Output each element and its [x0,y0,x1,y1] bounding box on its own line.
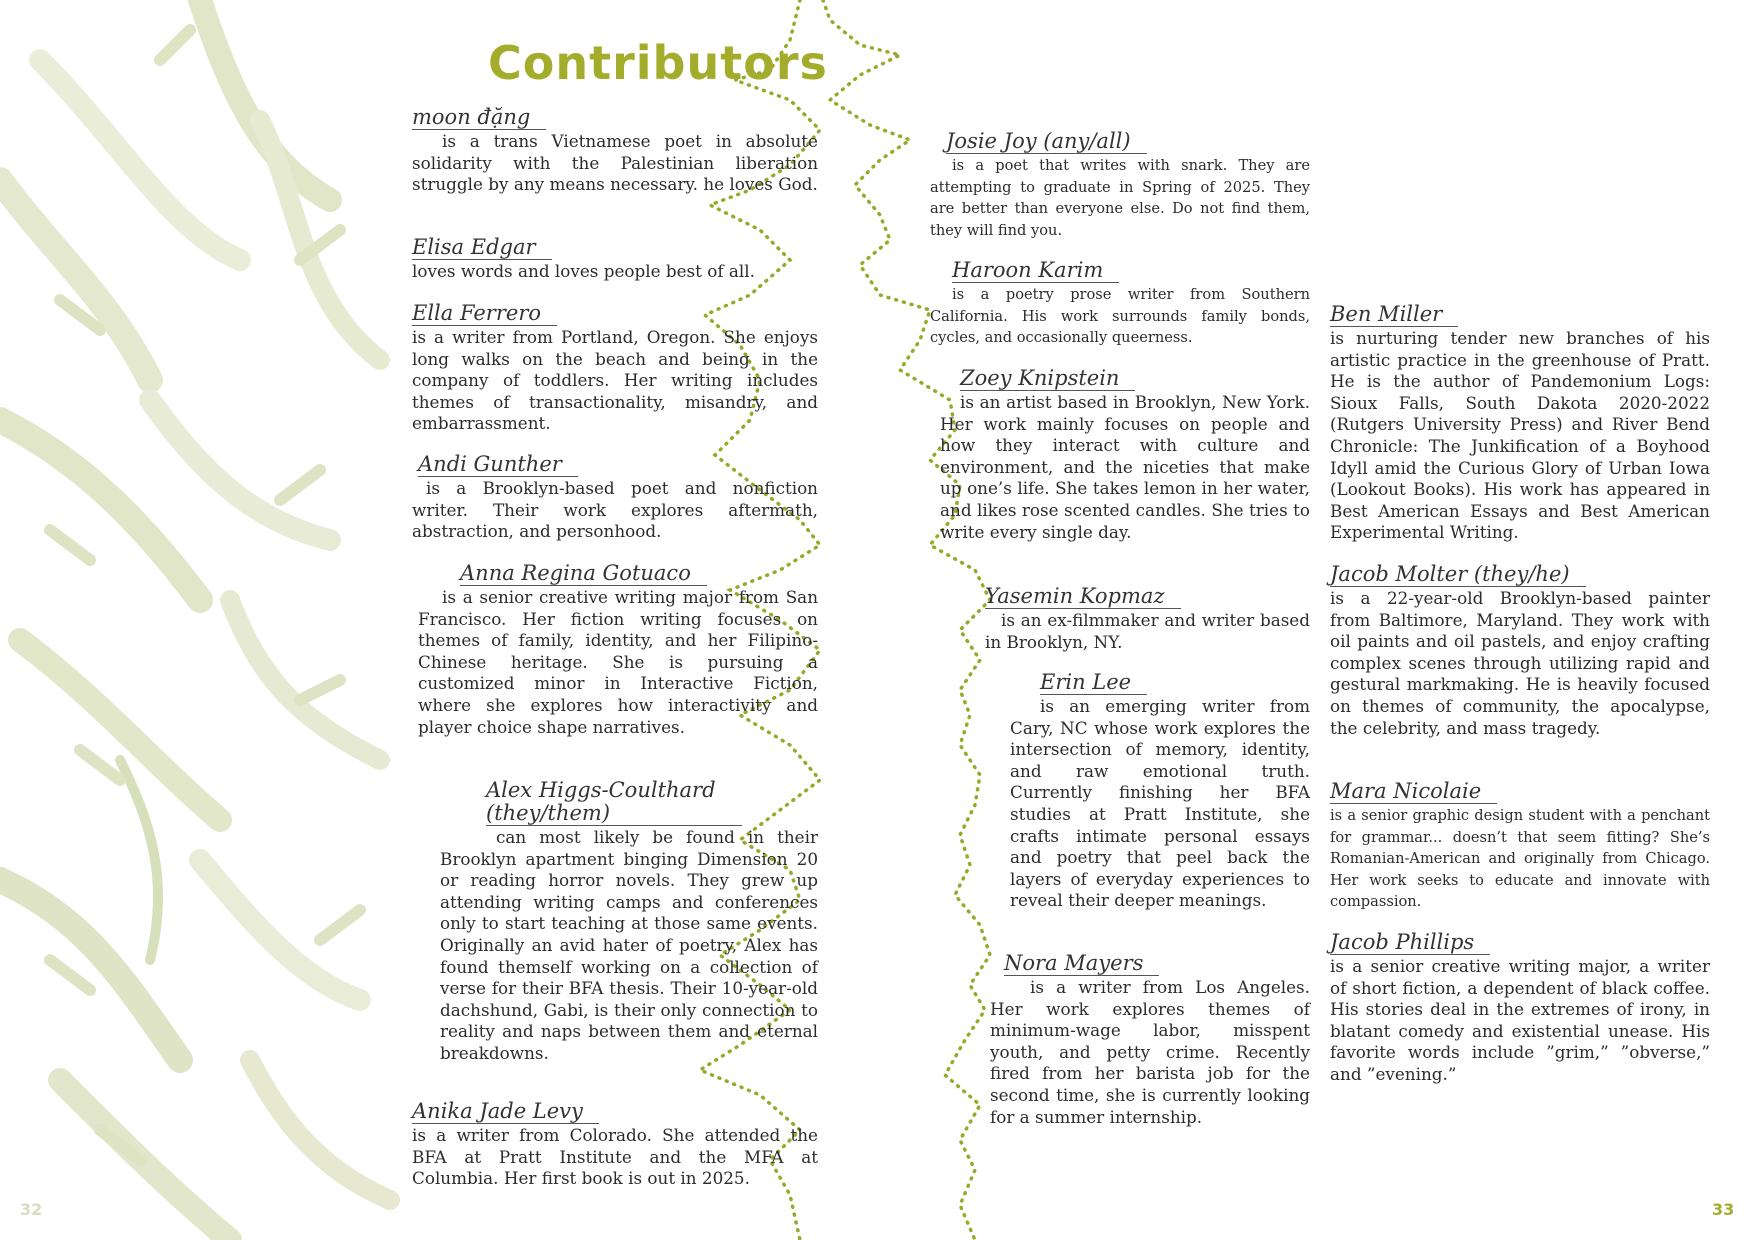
contributor-bio: is an ex-filmmaker and writer based in Brooklyn, NY. [985,610,1310,652]
contributor-entry [418,562,818,738]
contributor-entry [412,236,818,283]
contributor-entry [412,302,818,435]
contributor-bio: is an artist based in Brooklyn, New York. Her work mainly focuses on people and how they interact with culture and environment, and the niceties that make up one’s life. She takes lemon in her water, and likes rose scented candles. She tries to write every single day. [940,392,1310,542]
page-title: Contributors [488,36,828,90]
contributor-name: moon đặng [412,106,546,130]
contributor-name: Alex Higgs-Coulthard (they/them) [486,779,742,826]
contributor-bio: loves words and loves people best of all. [412,261,755,281]
contributor-entry [985,585,1310,653]
contributor-name: Jacob Phillips [1330,931,1490,955]
contributor-bio: is a writer from Portland, Oregon. She enjoys long walks on the beach and being in the company of toddlers. Her writing includes themes of transactionality, misandry, and embarrassment. [412,327,818,434]
contributor-entry [1010,671,1310,912]
contributor-entry [1330,303,1710,544]
contributor-name: Yasemin Kopmaz [985,585,1181,609]
contributor-name: Jacob Molter (they/he) [1330,563,1586,587]
page-number-left: 32 [20,1200,43,1219]
contributor-bio: is a trans Vietnamese poet in absolute solidarity with the Palestinian liberation struggle by any means necessary. he loves God. [412,131,818,195]
contributor-name: Haroon Karim [952,259,1119,283]
contributor-name: Anna Regina Gotuaco [460,562,707,586]
contributor-name: Ella Ferrero [412,302,557,326]
contributor-bio: is an emerging writer from Cary, NC whose work explores the intersection of memory, identity, and raw emotional truth. Currently finishing her BFA studies at Pratt Institute, she crafts intimate personal essays and poetry that peel back the layers of everyday experiences to reveal their deeper meanings. [1010,696,1310,911]
contributor-entry [1330,931,1710,1086]
contributor-bio: is a senior graphic design student with a penchant for grammar... doesn’t that seem fitting? She’s Romanian-American and originally from Chicago. Her work seeks to educate and innovate with compassion. [1330,807,1710,911]
contributor-bio: is a poetry prose writer from Southern California. His work surrounds family bonds, cycles, and occasionally queerness. [930,286,1310,347]
contributor-entry [1330,780,1710,913]
branch-illustration [0,0,390,1240]
contributor-name: Ben Miller [1330,303,1458,327]
contributor-entry [412,106,818,196]
contributor-name: Elisa Edgar [412,236,552,260]
contributor-entry [940,367,1310,543]
contributor-name: Josie Joy (any/all) [946,130,1147,154]
contributor-entry [412,453,818,543]
contributor-bio: is a writer from Colorado. She attended the BFA at Pratt Institute and the MFA at Columbia. Her first book is out in 2025. [412,1125,818,1189]
contributor-name: Mara Nicolaie [1330,780,1497,804]
contributor-name: Nora Mayers [1004,952,1159,976]
contributor-entry [930,130,1310,241]
contributor-bio: is a poet that writes with snark. They are attempting to graduate in Spring of 2025. They are better than everyone else. Do not find them, they will find you. [930,157,1310,239]
page-number-right: 33 [1712,1200,1735,1219]
contributor-entry [990,952,1310,1128]
contributor-bio: is a senior creative writing major, a writer of short fiction, a dependent of black coffee. His stories deal in the extremes of irony, in blatant comedy and existential unease. His favorite words include ”grim,” ”obverse,” and ”evening.” [1330,956,1710,1084]
contributor-bio: can most likely be found in their Brooklyn apartment binging Dimension 20 or reading horror novels. They grew up attending writing camps and conferences only to start teaching at those same events. Originally an avid hater of poetry, Alex has found themself working on a collection of verse for their BFA thesis. Their 10-year-old dachshund, Gabi, is their only connection to reality and naps between them and eternal breakdowns. [440,827,818,1063]
contributor-name: Anika Jade Levy [412,1100,599,1124]
contributor-bio: is a Brooklyn-based poet and nonfiction writer. Their work explores aftermath, abstraction, and personhood. [412,478,818,542]
contributor-bio: is a writer from Los Angeles. Her work explores themes of minimum-wage labor, misspent youth, and petty crime. Recently fired from her barista job for the second time, she is currently looking for a summer internship. [990,977,1310,1127]
contributor-entry [440,779,818,1065]
contributor-name: Erin Lee [1040,671,1147,695]
contributor-name: Zoey Knipstein [960,367,1135,391]
contributor-bio: is a 22-year-old Brooklyn-based painter from Baltimore, Maryland. They work with oil paints and oil pastels, and enjoy crafting complex scenes through utilizing rapid and gestural markmaking. He is heavily focused on themes of community, the apocalypse, the celebrity, and mass tragedy. [1330,588,1710,738]
contributor-entry [1330,563,1710,739]
contributor-entry [412,1100,818,1190]
contributor-bio: is a senior creative writing major from San Francisco. Her fiction writing focuses on themes of family, identity, and her Filipino-Chinese heritage. She is pursuing a customized minor in Interactive Fiction, where she explores how interactivity and player choice shape narratives. [418,587,818,737]
contributor-name: Andi Gunther [418,453,578,477]
contributor-bio: is nurturing tender new branches of his artistic practice in the greenhouse of Pratt. He is the author of Pandemonium Logs: Sioux Falls, South Dakota 2020-2022 (Rutgers University Press) and River Bend Chronicle: The Junkification of a Boyhood Idyll amid the Curious Glory of Urban Iowa (Lookout Books). His work has appeared in Best American Essays and Best American Experimental Writing. [1330,328,1710,543]
contributor-entry [930,259,1310,349]
